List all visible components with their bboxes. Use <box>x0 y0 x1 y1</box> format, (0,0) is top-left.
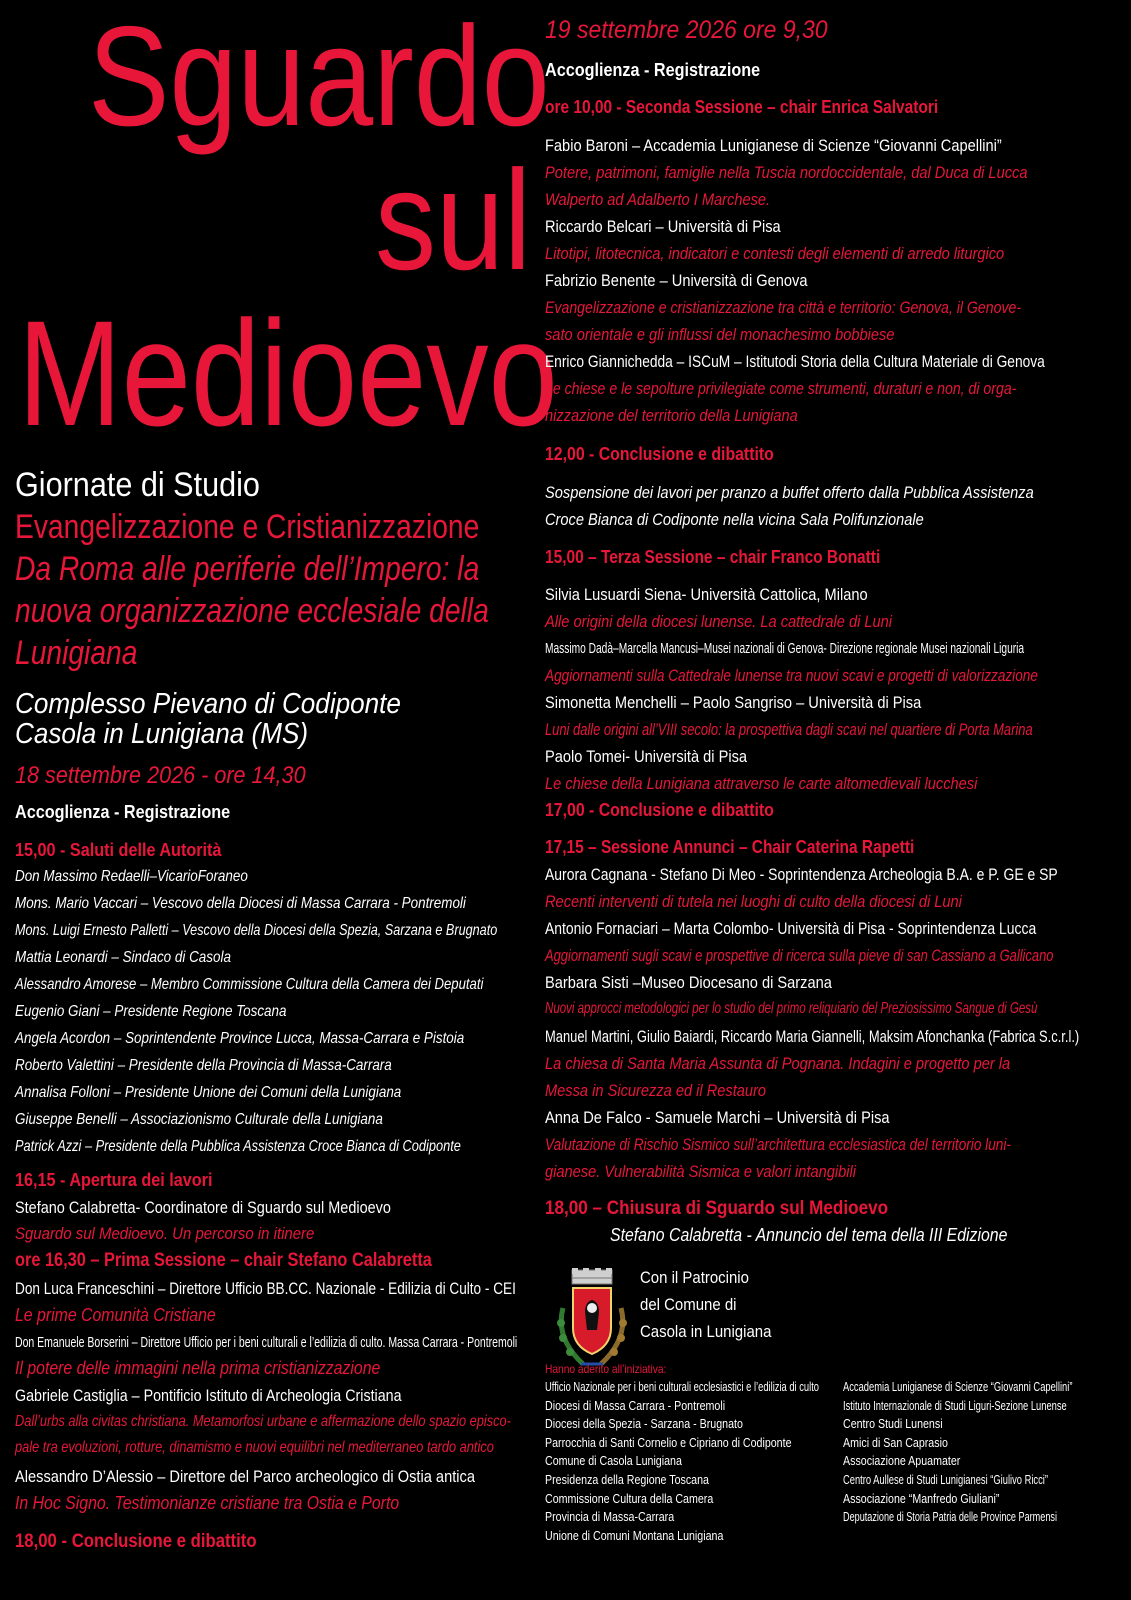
patronage-line-2: del Comune di <box>640 1295 737 1314</box>
lunch-note-2: Croce Bianca di Codiponte nella vicina Sala Polifunzionale <box>545 510 924 529</box>
s4-speaker-1: Aurora Cagnana - Stefano Di Meo - Soprintendenza Archeologia B.A. e P. GE e SP <box>545 865 1058 884</box>
greeting-item: Alessandro Amorese – Membro Commissione Cultura della Camera dei Deputati <box>15 976 484 993</box>
s2-speaker-4: Enrico Giannichedda – ISCuM – Istitutodi Storia della Cultura Materiale di Genova <box>545 352 1045 371</box>
session1-heading: ore 16,30 – Prima Sessione – chair Stefano Calabretta <box>15 1250 432 1271</box>
patronage <box>640 1264 789 1345</box>
s4-talk-3: Nuovi approcci metodologici per lo studio del primo reliquiario del Preziosissimo Sangue di Gesù <box>545 1000 1038 1017</box>
s4-talk-5b: gianese. Vulnerabilità Sismica e valori intangibili <box>545 1162 856 1181</box>
s4-speaker-5: Anna De Falco - Samuele Marchi – Università di Pisa <box>545 1108 890 1127</box>
event-subtheme-1: Da Roma alle periferie dell’Impero: la <box>15 550 480 588</box>
adherent-item: Provincia di Massa-Carrara <box>545 1509 675 1525</box>
adherent-item: Commissione Cultura della Camera <box>545 1490 714 1506</box>
right-column <box>545 0 1115 1260</box>
left-column <box>15 0 535 1600</box>
opening-speaker: Stefano Calabretta- Coordinatore di Sguardo sul Medioevo <box>15 1198 391 1217</box>
greeting-item: Eugenio Giani – Presidente Regione Toscana <box>15 1003 287 1020</box>
s2-talk-1a: Potere, patrimoni, famiglie nella Tuscia nordoccidentale, dal Duca di Lucca <box>545 163 1028 182</box>
patronage-line-1: Con il Patrocinio <box>640 1268 749 1287</box>
greeting-item: Mons. Luigi Ernesto Palletti – Vescovo della Diocesi della Spezia, Sarzana e Brugnato <box>15 922 498 939</box>
s1-talk-1: Le prime Comunità Cristiane <box>15 1305 216 1325</box>
adherent-item: Presidenza della Regione Toscana <box>545 1471 709 1487</box>
s1-talk-3a: Dall’urbs alla civitas christiana. Metamorfosi urbane e affermazione dello spazio episco- <box>15 1413 511 1430</box>
s4-talk-5a: Valutazione di Rischio Sismico sull’architettura ecclesiastica del territorio luni- <box>545 1135 1011 1154</box>
session4-heading: 17,15 – Sessione Annunci – Chair Caterina Rapetti <box>545 837 915 857</box>
day1-closing: 18,00 - Conclusione e dibattito <box>15 1531 257 1552</box>
adherent-item: Deputazione di Storia Patria delle Province Parmensi <box>843 1509 1057 1525</box>
session2-heading: ore 10,00 - Seconda Sessione – chair Enrica Salvatori <box>545 97 939 117</box>
s4-speaker-3: Barbara Sisti –Museo Diocesano di Sarzana <box>545 973 832 992</box>
s4-talk-4a: La chiesa di Santa Maria Assunta di Pognana. Indagini e progetto per la <box>545 1054 1011 1073</box>
opening-heading: 16,15 - Apertura dei lavori <box>15 1170 213 1190</box>
s1-speaker-4: Alessandro D’Alessio – Direttore del Parco archeologico di Ostia antica <box>15 1467 475 1486</box>
s3-speaker-1: Silvia Lusuardi Siena- Università Cattolica, Milano <box>545 585 868 604</box>
greeting-item: Angela Acordon – Soprintendente Province Lucca, Massa-Carrara e Pistoia <box>15 1030 465 1047</box>
greeting-item: Patrick Azzi – Presidente della Pubblica Assistenza Croce Bianca di Codiponte <box>15 1138 461 1155</box>
adherent-item: Unione di Comuni Montana Lunigiana <box>545 1527 724 1543</box>
adherents-heading: Hanno aderito all’iniziativa: <box>545 1362 667 1376</box>
final-note: Stefano Calabretta - Annuncio del tema della III Edizione <box>610 1225 1008 1245</box>
adherent-item: Parrocchia di Santi Cornelio e Cipriano di Codiponte <box>545 1434 792 1450</box>
s1-speaker-1: Don Luca Franceschini – Direttore Ufficio BB.CC. Nazionale - Edilizia di Culto - CEI <box>15 1279 516 1298</box>
event-subtheme-3: Lunigiana <box>15 634 138 672</box>
opening-talk: Sguardo sul Medioevo. Un percorso in itinere <box>15 1224 315 1243</box>
day1-date: 18 settembre 2026 - ore 14,30 <box>15 762 306 789</box>
day1-welcome: Accoglienza - Registrazione <box>15 802 231 822</box>
s3-speaker-2: Massimo Dadà–Marcella Mancusi–Musei nazionali di Genova- Direzione regionale Musei nazionali Liguria <box>545 640 1025 657</box>
s2-speaker-2: Riccardo Belcari – Università di Pisa <box>545 217 781 236</box>
day2-welcome: Accoglienza - Registrazione <box>545 60 761 80</box>
s4-talk-4b: Messa in Sicurezza ed il Restauro <box>545 1081 767 1100</box>
s1-speaker-2: Don Emanuele Borserini – Direttore Ufficio per i beni culturali e l’edilizia di culto. Massa Carrara - Pontremoli <box>15 1334 518 1351</box>
title-sguardo: Sguardo <box>88 0 550 156</box>
adherents-right-list <box>843 1378 1131 1527</box>
s1-talk-2: Il potere delle immagini nella prima cristianizzazione <box>15 1358 381 1378</box>
s4-speaker-2: Antonio Fornaciari – Marta Colombo- Università di Pisa - Soprintendenza Lucca <box>545 919 1037 938</box>
adherent-item: Centro Aullese di Studi Lunigianesi “Giulivo Ricci” <box>843 1471 1048 1487</box>
title-medioevo: Medioevo <box>18 289 558 457</box>
session3-heading: 15,00 – Terza Sessione – chair Franco Bonatti <box>545 547 881 567</box>
greeting-item: Don Massimo Redaelli–VicarioForaneo <box>15 868 248 885</box>
s1-talk-4: In Hoc Signo. Testimonianze cristiane tra Ostia e Porto <box>15 1493 400 1513</box>
s3-talk-2: Aggiornamenti sulla Cattedrale lunense tra nuovi scavi e progetti di valorizzazione <box>545 666 1038 685</box>
s1-talk-3b: pale tra evoluzioni, rotture, dinamismo e nuovi equilibri nel mediterraneo tardo antico <box>15 1439 494 1456</box>
final-heading: 18,00 – Chiusura di Sguardo sul Medioevo <box>545 1198 889 1219</box>
event-subtheme-2: nuova organizzazione ecclesiale della <box>15 592 489 630</box>
title-sul: sul <box>375 141 532 300</box>
greeting-item: Giuseppe Benelli – Associazionismo Culturale della Lunigiana <box>15 1111 383 1128</box>
s3-talk-3: Luni dalle origini all’VIII secolo: la prospettiva dagli scavi nel quartiere di Porta Marina <box>545 720 1033 739</box>
adherent-item: Comune di Casola Lunigiana <box>545 1453 682 1469</box>
adherent-item: Istituto Internazionale di Studi Liguri-Sezione Lunense <box>843 1397 1067 1413</box>
s2-talk-1b: Walperto ad Adalberto I Marchese. <box>545 190 771 209</box>
day2-date: 19 settembre 2026 ore 9,30 <box>545 16 828 44</box>
greeting-item: Mons. Mario Vaccari – Vescovo della Diocesi di Massa Carrara - Pontremoli <box>15 895 466 912</box>
adherent-item: Amici di San Caprasio <box>843 1434 948 1450</box>
s2-talk-3a: Evangelizzazione e cristianizzazione tra città e territorio: Genova, il Genove- <box>545 298 1022 317</box>
event-theme: Evangelizzazione e Cristianizzazione <box>15 508 480 546</box>
s2-speaker-3: Fabrizio Benente – Università di Genova <box>545 271 808 290</box>
s4-talk-2: Aggiornamenti sugli scavi e prospettive di ricerca sulla pieve di san Cassiano a Gallicano <box>545 946 1054 965</box>
adherent-item: Centro Studi Lunensi <box>843 1416 943 1432</box>
adherent-item: Accademia Lunigianese di Scienze “Giovanni Capellini” <box>843 1379 1073 1394</box>
s3-talk-4: Le chiese della Lunigiana attraverso le carte altomedievali lucchesi <box>545 774 978 793</box>
greeting-item: Mattia Leonardi – Sindaco di Casola <box>15 949 231 966</box>
greeting-item: Annalisa Folloni – Presidente Unione dei Comuni della Lunigiana <box>15 1084 402 1101</box>
s3-speaker-3: Simonetta Menchelli – Paolo Sangriso – Università di Pisa <box>545 693 922 712</box>
adherent-item: Diocesi della Spezia - Sarzana - Brugnato <box>545 1416 743 1432</box>
s2-speaker-1: Fabio Baroni – Accademia Lunigianese di Scienze “Giovanni Capellini” <box>545 136 1002 155</box>
s1-speaker-3: Gabriele Castiglia – Pontificio Istituto di Archeologia Cristiana <box>15 1386 402 1405</box>
s4-speaker-4: Manuel Martini, Giulio Baiardi, Riccardo Maria Giannelli, Maksim Afonchanka (Fabrica S.c.r.l.) <box>545 1027 1080 1046</box>
adherent-item: Associazione “Manfredo Giuliani” <box>843 1490 1000 1506</box>
s2-talk-2: Litotipi, litotecnica, indicatori e contesti degli elementi di arredo liturgico <box>545 244 1005 263</box>
adherent-item: Diocesi di Massa Carrara - Pontremoli <box>545 1397 726 1413</box>
adherent-item: Associazione Apuamater <box>843 1453 961 1469</box>
s2-talk-4b: nizzazione del territorio della Lunigiana <box>545 406 798 425</box>
s3-speaker-4: Paolo Tomei- Università di Pisa <box>545 747 748 766</box>
patronage-line-3: Casola in Lunigiana <box>640 1322 772 1341</box>
s2-talk-4a: Le chiese e le sepolture privilegiate come strumenti, duraturi e non, di orga- <box>545 379 1017 398</box>
s2-talk-3b: sato orientale e gli influssi del monachesimo bobbiese <box>545 325 895 344</box>
s4-talk-1: Recenti interventi di tutela nei luoghi di culto della diocesi di Luni <box>545 892 962 911</box>
greetings-heading: 15,00 - Saluti delle Autorità <box>15 840 222 860</box>
day2-noon-closing: 12,00 - Conclusione e dibattito <box>545 444 774 464</box>
greeting-item: Roberto Valettini – Presidente della Provincia di Massa-Carrara <box>15 1057 392 1074</box>
session3-closing: 17,00 - Conclusione e dibattito <box>545 800 774 820</box>
lunch-note-1: Sospensione dei lavori per pranzo a buffet offerto dalla Pubblica Assistenza <box>545 483 1034 502</box>
s3-talk-1: Alle origini della diocesi lunense. La cattedrale di Luni <box>545 612 893 631</box>
venue-2: Casola in Lunigiana (MS) <box>15 718 309 750</box>
adherent-item: Ufficio Nazionale per i beni culturali ecclesiastici e l’edilizia di culto <box>545 1379 820 1394</box>
event-kind: Giornate di Studio <box>15 466 260 504</box>
venue-1: Complesso Pievano di Codiponte <box>15 688 401 720</box>
